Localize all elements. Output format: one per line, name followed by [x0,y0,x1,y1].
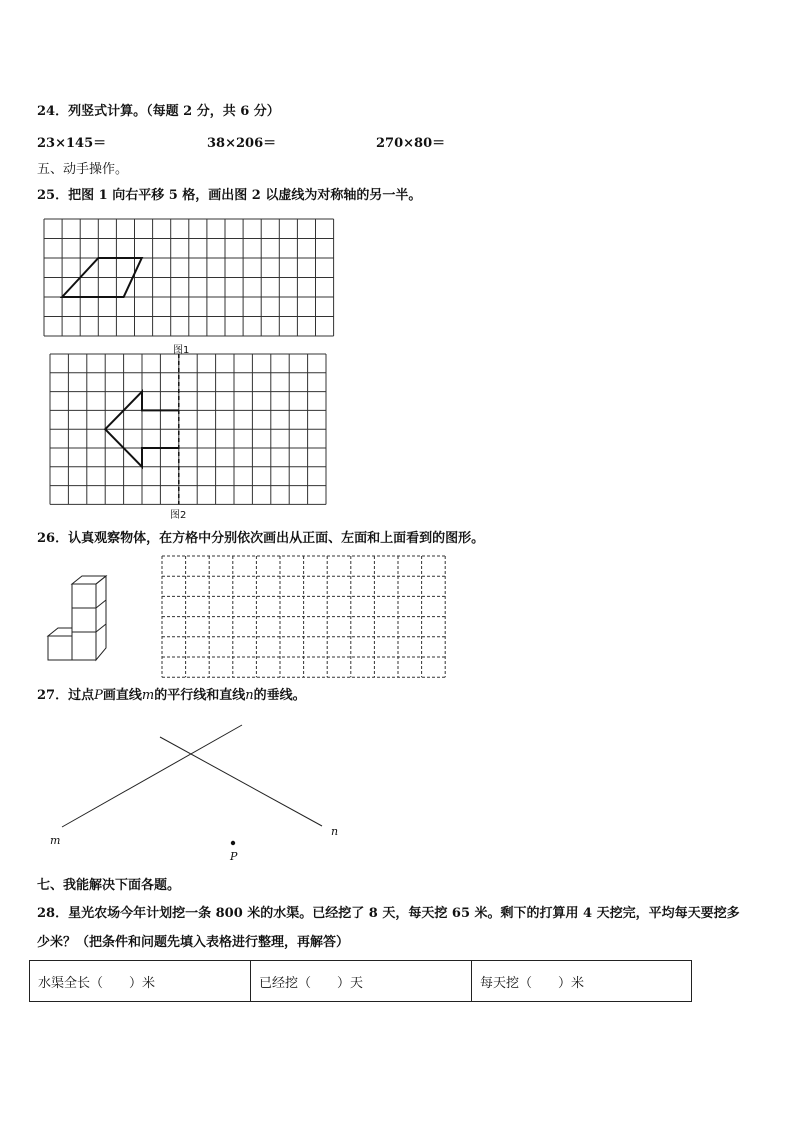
figure-1-grid [44,219,344,344]
q24-title: 24．列竖式计算。（每题 2 分，共 6 分） [37,104,280,119]
q28-table [29,960,692,1002]
q27-title-prefix: 27．过点 [37,688,95,703]
q27-line-m: m [141,688,155,703]
figure-1-label: 图1 [173,345,190,356]
label-m: m [50,834,61,847]
q25-title: 25．把图 1 向右平移 5 格，画出图 2 以虚线为对称轴的另一半。 [37,188,422,203]
dashed-answer-grid[interactable] [162,556,447,678]
q28-line-1: 28．星光农场今年计划挖一条 800 米的水渠。已经挖了 8 天，每天挖 65 米。剩下的打算用 4 天挖完，平均每天要挖多 [37,906,740,921]
section-7-title: 七、我能解决下面各题。 [37,878,181,893]
line-n [160,737,322,826]
q28-line-2: 少米？（把条件和问题先填入表格进行整理，再解答） [37,935,350,950]
line-m [62,725,242,827]
lines-m-n-figure [40,715,380,865]
label-p: P [230,850,238,863]
q28-cell-per-day[interactable]: 每天挖（ ）米 [480,975,585,991]
figure-1-grid-lines [44,219,334,336]
label-n: n [331,825,339,838]
q28-cell-days-dug[interactable]: 已经挖（ ）天 [251,961,472,1001]
dashed-grid-lines [162,556,445,677]
figure-2-label: 图2 [170,510,187,521]
q24-problem-3: 270×80＝ [376,136,446,151]
q24-problem-2: 38×206＝ [207,136,277,151]
q27-line-n: n [245,688,254,703]
q26-title: 26．认真观察物体，在方格中分别依次画出从正面、左面和上面看到的图形。 [37,531,485,546]
q27-title [37,688,306,704]
q27-point-name: P [94,688,103,703]
q24-problem-1: 23×145＝ [37,136,107,151]
q27-title-mid2: 的平行线和直线 [154,688,246,703]
section-5-title: 五、动手操作。 [37,162,129,177]
q27-title-suffix: 的垂线。 [253,688,306,703]
q27-title-mid1: 画直线 [102,688,142,703]
point-p [231,841,235,845]
q28-cell-total-length[interactable]: 水渠全长（ ）米 [30,961,251,1001]
figure-2-grid [50,354,340,506]
figure-2-grid-lines [50,354,326,504]
stacked-cubes-figure [46,574,116,669]
